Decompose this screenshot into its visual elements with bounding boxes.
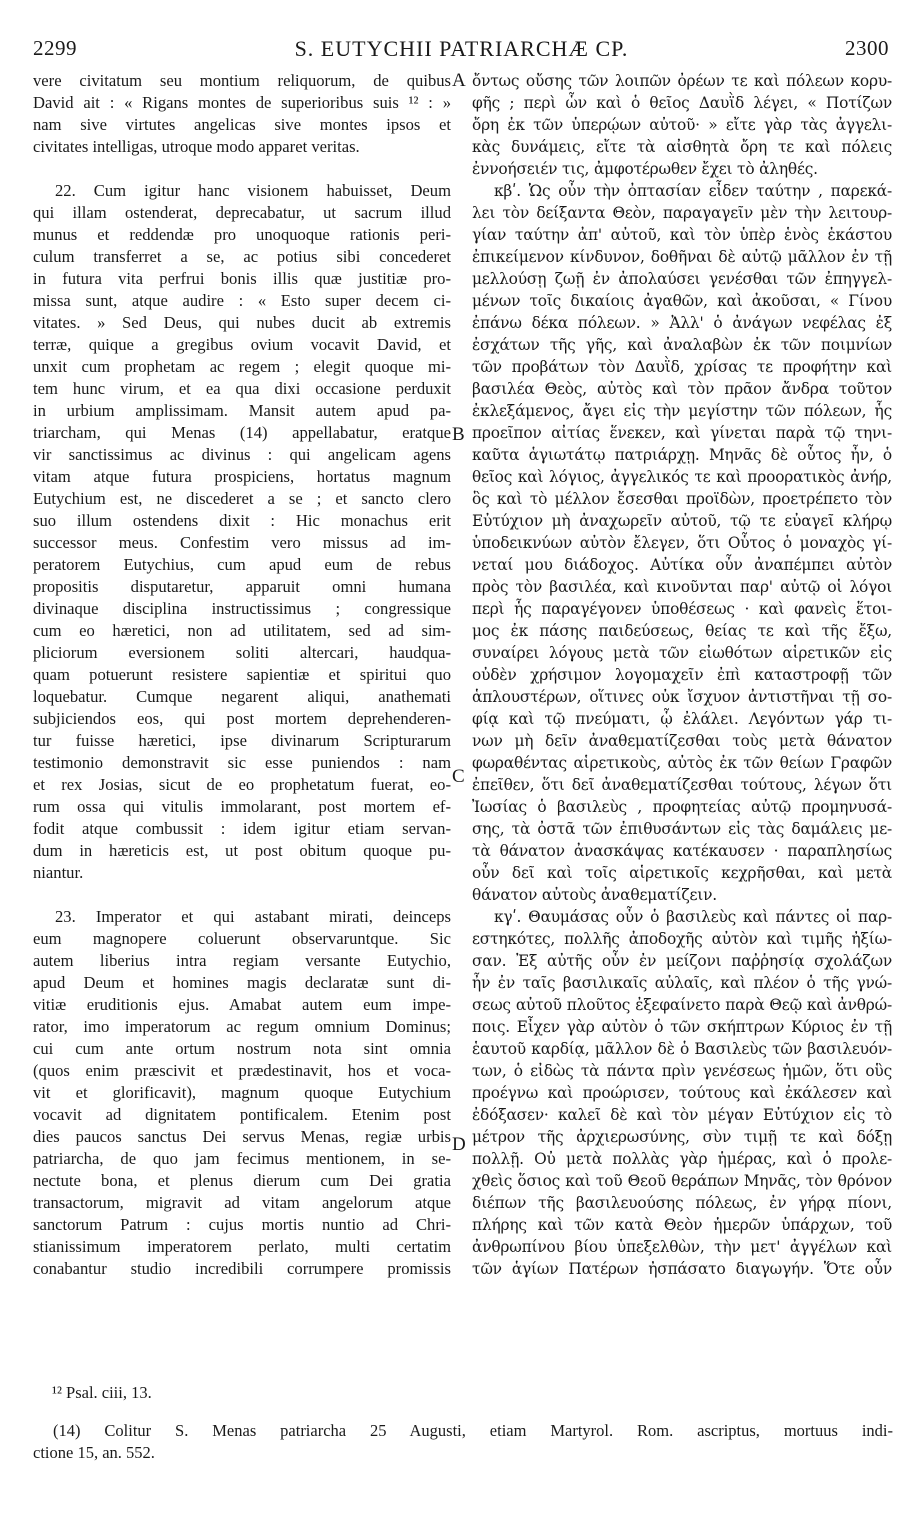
latin-line: loquebatur. Cumque negarent aliqui, anathemati: [33, 687, 451, 706]
footnote-14: [33, 1420, 893, 1464]
margin-letter-a: A: [452, 70, 466, 91]
greek-line: Εὐτύχιον μὴ ἀναχωρεῖν αὐτοῦ, τῷ τε εὐαγεῖ κλήρῳ: [472, 512, 892, 530]
latin-line: civitates intelligas, utroque modo apparet veritas.: [33, 137, 360, 156]
greek-line: μελλούσῃ ζωῇ ἐν ἀπολαύσει γενέσθαι τῶν ἐπηγγελ-: [472, 270, 892, 288]
greek-line: νεταί μου διάδοχος. Αὐτίκα οὖν ἀναπέμπει αὐτὸν: [472, 556, 892, 574]
greek-line: προεῖπον αἰτίας ἕνεκεν, καὶ γίνεται παρὰ τῷ τηνι-: [472, 424, 892, 442]
latin-line: dies paucos sanctus Dei servus Menas, regiæ urbis: [33, 1127, 451, 1146]
running-header: [0, 36, 923, 64]
latin-line: tem hunc virum, et ea qua dixi occasione perduxit: [33, 379, 451, 398]
greek-line: ἐπικείμενον κίνδυνον, δοθῆναι δὲ αὐτῷ μᾶλλον ἐν τῇ: [472, 248, 892, 266]
greek-line: κγʹ. Θαυμάσας οὖν ὁ βασιλεὺς καὶ πάντες οἱ παρ-: [494, 908, 892, 926]
latin-line: munus et reddendæ pro unoquoque rationis peri-: [33, 225, 451, 244]
latin-line: terræ, quique a gregibus ovium vocavit David, et: [33, 335, 451, 354]
latin-line: fodit atque combussit : idem igitur etiam servan-: [33, 819, 451, 838]
greek-line: ὃς καὶ τὸ μέλλον ἔσεσθαι προϊδὼν, προετρέπετο τὸν: [472, 490, 892, 508]
greek-line: τὰ θάνατον ἀνασκάψας κατέκαυσεν · παραπλησίως: [472, 842, 892, 860]
latin-line: cui cum ante ortum nostrum nota sint omnia: [33, 1039, 451, 1058]
greek-line: γίαν ταύτην ἀπ' αὐτοῦ, καὶ τὸν ὑπὲρ ἑνὸς ἑκάστου: [472, 226, 892, 244]
latin-line: in futura vita perfrui bonis illis quæ justitiæ pro-: [33, 269, 451, 288]
latin-line: triarcham, qui Menas (14) appellabatur, eratque: [33, 423, 451, 442]
greek-line: θεῖος καὶ λόγιος, ἀγγελικός τε καὶ προορατικὸς ἀνήρ,: [472, 468, 892, 486]
page-number-left: 2299: [33, 36, 77, 60]
greek-line: σαν. Ἐξ αὐτῆς οὖν ἐν μείζονι παῤῥησίᾳ σχολάζων: [472, 952, 892, 970]
greek-line: ἐννοήσειέν τις, ἀμφοτέρωθεν ἔχει τὸ ἀληθές.: [472, 160, 818, 178]
greek-line: συναίρει λόγους μετὰ τῶν εἰωθότων αἱρετικῶν εἰς: [472, 644, 892, 662]
latin-line: nam sive virtutes angelicas sive montes ipsos et: [33, 115, 451, 134]
latin-line: subjiciendos eos, qui post mortem deprehenderen-: [33, 709, 451, 728]
latin-line: qui illam ostenderat, deprecabatur, ut sacrum illud: [33, 203, 451, 222]
footnote-14-line-1: (14) Colitur S. Menas patriarcha 25 Augusti, etiam Martyrol. Rom. ascriptus, mortuus indi-: [53, 1421, 893, 1440]
latin-line: pliciorum eversionem soliti altercari, haudqua-: [33, 643, 451, 662]
greek-line: φῆς ; περὶ ὧν καὶ ὁ θεῖος Δαυῒδ λέγει, « Ποτίζων: [472, 94, 892, 112]
greek-line: ἁπλουστέρων, οἵτινες οὐκ ἴσχυον ἀντιστῆναι τῇ σο-: [472, 688, 892, 706]
greek-column: [472, 70, 892, 1280]
latin-line: unxit cum prophetam ac regem ; elegit quoque mi-: [33, 357, 451, 376]
greek-line: πρὸς τὸν βασιλέα, καὶ κινοῦνται παρ' αὐτῷ οἱ λόγοι: [472, 578, 892, 596]
latin-line: apud Deum et homines magis declaratæ sunt di-: [33, 973, 451, 992]
greek-line: πολλῇ. Οὐ μετὰ πολλὰς γὰρ ἡμέρας, καὶ ὁ προλε-: [472, 1150, 892, 1168]
latin-line: rator, imo imperatorum ac regum omnium Dominus;: [33, 1017, 451, 1036]
latin-line: vit et glorificavit), magnum quoque Eutychium: [33, 1083, 451, 1102]
latin-line: autem liberius intra regiam versante Eutychio,: [33, 951, 451, 970]
latin-line: nectute bona, et plenus dierum cum Dei gratia: [33, 1171, 451, 1190]
latin-line: eum magnopere coluerunt observaruntque. Sic: [33, 929, 451, 948]
greek-line: τῶν ἁγίων Πατέρων ἠσπάσατο διαγωγήν. Ὅτε οὖν: [472, 1260, 892, 1278]
greek-line: εστηκότες, πολλῆς ἀποδοχῆς αὐτὸν καὶ τιμῆς ἠξίω-: [472, 930, 892, 948]
greek-line: οὖν δεῖ καὶ τοῖς αἱρετικοῖς κεχρῆσθαι, καὶ μετὰ: [472, 864, 892, 882]
latin-line: Eutychium est, ne discederet a se ; et sancto clero: [33, 489, 451, 508]
latin-line: suo illum ostendens dixit : Hic monachus erit: [33, 511, 451, 530]
greek-line: λει τὸν δείξαντα Θεὸν, παραγαγεῖν μὲν τὴν λειτουρ-: [472, 204, 892, 222]
latin-line: 23. Imperator et qui astabant mirati, deinceps: [55, 907, 451, 926]
greek-line: τῶν προβάτων τὸν Δαυῒδ, χρίσας τε προφήτην καὶ: [472, 358, 892, 376]
latin-line: vitates. » Sed Deus, qui nubes ducit ab extremis: [33, 313, 451, 332]
greek-line: ἐπάνω δέκα πόλεων. » Ἀλλ' ὁ ἀνάγων νεφέλας ἐξ: [472, 314, 892, 332]
latin-line: rum ossa qui vitulis immolarant, post mortem ef-: [33, 797, 451, 816]
greek-line: φίᾳ καὶ τῷ πνεύματι, ᾧ ἐλάλει. Λεγόντων γάρ τι-: [472, 710, 892, 728]
latin-line: testimonio demonstravit sic esse puniendos : nam: [33, 753, 451, 772]
greek-line: ἐπεῖθεν, ὅτι δεῖ ἀναθεματίζεσθαι τούτους, λέγων ὅτι: [472, 776, 892, 794]
greek-line: ἀνθρωπίνου βίου ὑπεξελθὼν, τὴν μετ' ἀγγέλων καὶ: [472, 1238, 892, 1256]
margin-letter-d: D: [452, 1134, 466, 1155]
latin-line: missa sunt, atque audire : « Esto super decem ci-: [33, 291, 451, 310]
greek-line: ἐσχάτων τῆς γῆς, καὶ ἀναλαβὼν ἐκ τῶν ποιμνίων: [472, 336, 892, 354]
footnote-14-line-2: ctione 15, an. 552.: [33, 1443, 155, 1462]
greek-line: καῦτα ἁγιωτάτῳ πατριάρχῃ. Μηνᾶς δὲ οὗτος ἦν, ὁ: [472, 446, 892, 464]
greek-line: ἑαυτοῦ καρδίᾳ, μᾶλλον δὲ ὁ Βασιλεὺς τῶν βασιλευόν-: [472, 1040, 892, 1058]
greek-line: χθεὶς ὅσιος καὶ τοῦ Θεοῦ θεράπων Μηνᾶς, τὸν θρόνον: [472, 1172, 892, 1190]
latin-paragraph-gap: [33, 158, 451, 180]
latin-line: vere civitatum seu montium reliquorum, de quibus: [33, 71, 451, 90]
greek-line: ὄντως οὔσης τῶν λοιπῶν ὀρέων τε καὶ πόλεων κορυ-: [472, 72, 892, 90]
latin-line: dum in hæreticis est, ut post obitum quoque pu-: [33, 841, 451, 860]
greek-line: σεως αὐτοῦ πλοῦτος ἐξεφαίνετο παρὰ Θεῷ καὶ ἀνθρώ-: [472, 996, 892, 1014]
footnote-psalm: ¹² Psal. ciii, 13.: [52, 1383, 152, 1402]
greek-line: ἦν ἐν ταῖς βασιλικαῖς αὐλαῖς, καὶ πλέον ὁ τῆς γνώ-: [472, 974, 892, 992]
latin-column: [33, 70, 451, 1280]
greek-line: κὰς δυνάμεις, εἴτε τὰ αἰσθητὰ ὄρη τε καὶ πόλεις: [472, 138, 892, 156]
latin-line: culum transferret a se, ac potius sibi concederet: [33, 247, 451, 266]
greek-line: διέπων τῆς βασιλευούσης πόλεως, ἐν γήρᾳ πίονι,: [472, 1194, 892, 1212]
greek-line: μένων τοῖς δικαίοις ἀγαθῶν, καὶ ἀκοῦσαι, « Γίνου: [472, 292, 892, 310]
margin-letter-c: C: [452, 766, 465, 787]
margin-letter-b: B: [452, 424, 465, 445]
latin-line: propositis disputaretur, apparuit omni humana: [33, 577, 451, 596]
latin-line: patriarcha, de quo jam fecimus mentionem, in se-: [33, 1149, 451, 1168]
greek-line: μος ἐκ πάσης παιδεύσεως, θείας τε καὶ τῆς ἔξω,: [472, 622, 892, 640]
latin-line: peratorem Eutychius, cum apud eum de rebus: [33, 555, 451, 574]
latin-line: cum eo hæretici, non ad utilitatem, sed ad sim-: [33, 621, 451, 640]
latin-line: in urbium amplissimam. Mansit autem apud pa-: [33, 401, 451, 420]
latin-line: vocavit ad dignitatem pontificalem. Etenim post: [33, 1105, 451, 1124]
latin-line: successor meus. Confestim vero missus ad im-: [33, 533, 451, 552]
greek-line: οὐδὲν χρήσιμον λογομαχεῖν ἐπὶ καταστροφῇ τῶν: [472, 666, 892, 684]
running-title: S. EUTYCHII PATRIARCHÆ CP.: [294, 36, 629, 61]
greek-line: βασιλέα Θεὸς, αὐτὸς καὶ τὸν πρᾶον ἄνδρα τοῦτον: [472, 380, 892, 398]
page-number-right: 2300: [845, 36, 889, 60]
latin-line: 22. Cum igitur hanc visionem habuisset, Deum: [55, 181, 451, 200]
greek-line: κβʹ. Ὡς οὖν τὴν ὀπτασίαν εἶδεν ταύτην , παρεκά-: [494, 182, 892, 200]
latin-line: divinaque disciplina instructissimus ; congressique: [33, 599, 451, 618]
latin-line: niantur.: [33, 863, 84, 882]
latin-line: David ait : « Rigans montes de superioribus suis ¹² : »: [33, 93, 451, 112]
latin-line: vitam atque futura prospiciens, hortatus magnum: [33, 467, 451, 486]
greek-line: ἐδόξασεν· καλεῖ δὲ καὶ τὸν μέγαν Εὐτύχιον εἰς τὸ: [472, 1106, 892, 1124]
latin-paragraph-gap: [33, 884, 451, 906]
greek-line: νων μὴ δεῖν ἀναθεματίζεσθαι τοὺς μετὰ θάνατον: [472, 732, 892, 750]
latin-line: sanctorum Patrum : cujus mortis nuntio ad Chri-: [33, 1215, 451, 1234]
latin-line: (quos enim præscivit et prædestinavit, hos et voca-: [33, 1061, 451, 1080]
latin-line: quam potuerunt resistere sapientiæ et spiritui quo: [33, 665, 451, 684]
latin-line: tur fuisse hæretici, ipse divinarum Scripturarum: [33, 731, 451, 750]
latin-line: vir sanctissimus ac divinus : qui angelicam agens: [33, 445, 451, 464]
latin-line: conabantur studio incredibili corrumpere promissis: [33, 1259, 451, 1278]
latin-line: stianissimum imperatorem perlato, multi certatim: [33, 1237, 451, 1256]
greek-line: μέτρον τῆς ἀρχιερωσύνης, σὺν τιμῇ τε καὶ δόξῃ: [472, 1128, 892, 1146]
greek-line: ἐκλεξάμενος, ἄγει εἰς τὴν μεγίστην τῶν πόλεων, ἧς: [472, 402, 892, 420]
greek-line: Ἰωσίας ὁ βασιλεὺς , προφητείας αὐτῷ προμηνυσά-: [472, 798, 892, 816]
latin-line: vitiæ eruditionis ejus. Amabat autem eum impe-: [33, 995, 451, 1014]
latin-line: et rex Josias, sicut de eo prophetatum fuerat, eo-: [33, 775, 451, 794]
greek-line: πλήρης καὶ τῶν κατὰ Θεὸν ἡμερῶν ὑπάρχων, τοῦ: [472, 1216, 892, 1234]
greek-line: θάνατον αὐτοὺς ἀναθεματίζειν.: [472, 886, 717, 904]
greek-line: προέγνω καὶ προώρισεν, τούτους καὶ ἐκάλεσεν καὶ: [472, 1084, 892, 1102]
greek-line: σης, τὰ ὀστᾶ τῶν ἐπιθυσάντων εἰς τὰς δαμάλεις με-: [472, 820, 892, 838]
greek-line: ποις. Εἶχεν γὰρ αὐτὸν ὁ τῶν σκήπτρων Κύριος ἐν τῇ: [472, 1018, 892, 1036]
greek-line: φωραθέντας αἱρετικοὺς, αὐτὸς ἐκ τῶν θείων Γραφῶν: [472, 754, 892, 772]
greek-line: περὶ ἧς παραγέγονεν ὑποθέσεως · καὶ φανεὶς ἕτοι-: [472, 600, 892, 618]
greek-line: ὑποδεικνύων αὐτὸν ἔλεγεν, ὅτι Οὗτος ὁ μοναχὸς γί-: [472, 534, 892, 552]
greek-line: των, ὁ εἰδὼς τὰ πάντα πρὶν γενέσεως ἡμῶν, ὅτι οὓς: [472, 1062, 892, 1080]
latin-line: transactorum, migravit ad vitam angelorum atque: [33, 1193, 451, 1212]
greek-line: ὄρη ἐκ τῶν ὑπερῴων αὐτοῦ· » εἴτε γὰρ τὰς ἀγγελι-: [472, 116, 892, 134]
